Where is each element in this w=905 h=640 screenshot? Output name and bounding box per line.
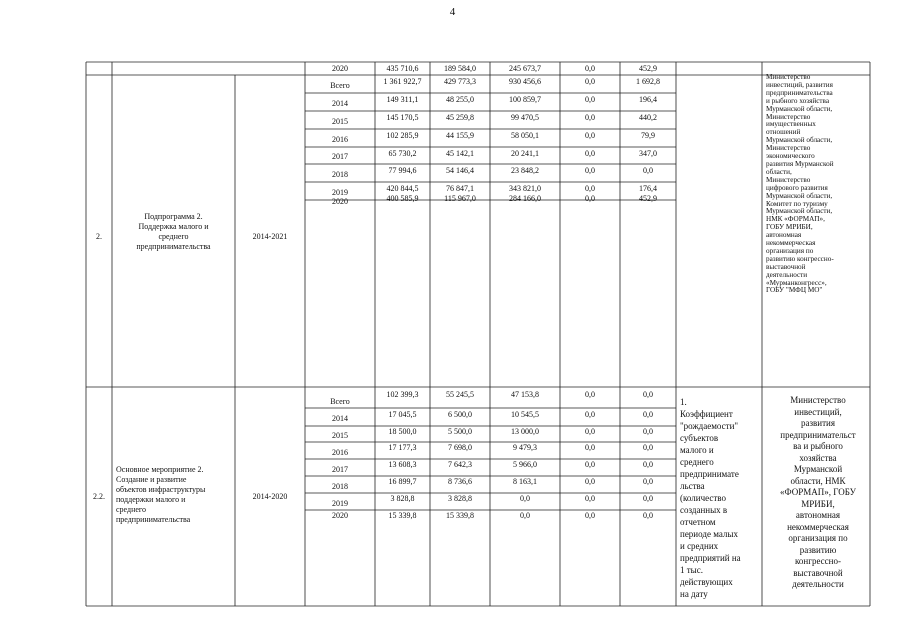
section1-other: 440,2 bbox=[639, 113, 657, 122]
top-row-other: 452,9 bbox=[639, 64, 657, 73]
section2-total: 17 177,3 bbox=[388, 443, 417, 452]
section2-local: 0,0 bbox=[585, 427, 595, 436]
top-row-total: 435 710,6 bbox=[386, 64, 419, 73]
section2-year: 2014 bbox=[332, 414, 348, 423]
section2-federal: 13 000,0 bbox=[511, 427, 539, 436]
section1-regional: 76 847,1 bbox=[446, 184, 474, 193]
section2-federal: 0,0 bbox=[520, 511, 530, 520]
section2-name: Основное мероприятие 2. Создание и развитие объектов инфраструктуры поддержки малого и среднего предпринимательства bbox=[116, 465, 206, 524]
section1-total: 400 585,9 bbox=[386, 194, 419, 203]
top-row-year: 2020 bbox=[332, 64, 348, 73]
section1-year: 2018 bbox=[332, 170, 348, 179]
section1-total: 1 361 922,7 bbox=[383, 77, 422, 86]
section2-regional: 5 500,0 bbox=[448, 427, 472, 436]
section1-federal: 23 848,2 bbox=[511, 166, 539, 175]
section2-responsible: Министерство инвестиций, развития предпринимательст ва и рыбного хозяйства Мурманской области, НМК «ФОРМАП», ГОБУ МРИБИ, автономная некоммерческая организация по развитию конгрессно- выставочной деятельности bbox=[780, 395, 856, 589]
section2-total: 15 339,8 bbox=[388, 511, 417, 520]
section2-period: 2014-2020 bbox=[252, 492, 288, 501]
section2-other: 0,0 bbox=[643, 443, 653, 452]
section1-local: 0,0 bbox=[585, 131, 595, 140]
section2-total: 17 045,5 bbox=[388, 410, 417, 419]
section1-other: 79,9 bbox=[641, 131, 655, 140]
section1-federal: 930 456,6 bbox=[509, 77, 541, 86]
section1-year: 2015 bbox=[332, 117, 348, 126]
section1-year: 2019 bbox=[332, 188, 348, 197]
section1-name: Подпрограмма 2. Поддержка малого и среднего предпринимательства bbox=[136, 212, 211, 251]
section1-total: 145 170,5 bbox=[386, 113, 419, 122]
section1-federal: 99 470,5 bbox=[511, 113, 539, 122]
section1-regional: 429 773,3 bbox=[444, 77, 476, 86]
section1-other: 1 692,8 bbox=[636, 77, 660, 86]
section1-regional: 44 155,9 bbox=[446, 131, 474, 140]
section1-local: 0,0 bbox=[585, 166, 595, 175]
section1-regional: 48 255,0 bbox=[446, 95, 474, 104]
section2-other: 0,0 bbox=[643, 494, 653, 503]
section2-year: 2020 bbox=[332, 511, 348, 520]
section1-period: 2014-2021 bbox=[252, 232, 288, 241]
top-row-federal: 245 673,7 bbox=[509, 64, 541, 73]
section2-federal: 0,0 bbox=[520, 494, 530, 503]
page-number: 4 bbox=[449, 6, 456, 18]
section2-year: 2015 bbox=[332, 431, 348, 440]
section1-local: 0,0 bbox=[585, 77, 595, 86]
section2-local: 0,0 bbox=[585, 511, 595, 520]
section2-federal: 8 163,1 bbox=[513, 477, 537, 486]
section1-regional: 45 142,1 bbox=[446, 149, 474, 158]
section1-other: 176,4 bbox=[639, 184, 657, 193]
section1-regional: 115 967,0 bbox=[444, 194, 476, 203]
section2-year: 2019 bbox=[332, 499, 348, 508]
section1-total: 65 730,2 bbox=[388, 149, 417, 158]
section2-year: 2016 bbox=[332, 448, 348, 457]
section2-total: 18 500,0 bbox=[388, 427, 417, 436]
section2-other: 0,0 bbox=[643, 390, 653, 399]
section1-regional: 54 146,4 bbox=[446, 166, 474, 175]
top-row-regional: 189 584,0 bbox=[444, 64, 476, 73]
section2-year: 2018 bbox=[332, 482, 348, 491]
section1-year: 2016 bbox=[332, 135, 348, 144]
section2-regional: 15 339,8 bbox=[446, 511, 474, 520]
top-row-local: 0,0 bbox=[585, 64, 595, 73]
section1-year: 2017 bbox=[332, 152, 348, 161]
section2-indicator: 1. Коэффициент "рождаемости" субъектов малого и среднего предпринимате льства (количество созданных в отчетном периоде малых и средних предприятий на 1 тыс. действующих на дату bbox=[680, 397, 741, 599]
section1-other: 0,0 bbox=[643, 166, 653, 175]
section1-year: 2020 bbox=[332, 197, 348, 206]
section1-total: 102 285,9 bbox=[386, 131, 419, 140]
section2-regional: 7 642,3 bbox=[448, 460, 472, 469]
section2-year: 2017 bbox=[332, 465, 348, 474]
section1-local: 0,0 bbox=[585, 184, 595, 193]
section2-local: 0,0 bbox=[585, 460, 595, 469]
section2-local: 0,0 bbox=[585, 494, 595, 503]
section2-total: 3 828,8 bbox=[390, 494, 415, 503]
section1-federal: 343 821,0 bbox=[509, 184, 541, 193]
section2-other: 0,0 bbox=[643, 410, 653, 419]
section1-federal: 284 166,0 bbox=[509, 194, 541, 203]
section2-regional: 7 698,0 bbox=[448, 443, 472, 452]
section2-total: 13 608,3 bbox=[388, 460, 417, 469]
section2-other: 0,0 bbox=[643, 477, 653, 486]
section1-local: 0,0 bbox=[585, 113, 595, 122]
section1-local: 0,0 bbox=[585, 149, 595, 158]
section2-regional: 6 500,0 bbox=[448, 410, 472, 419]
section1-year: Всего bbox=[330, 81, 350, 90]
section2-total: 102 399,3 bbox=[386, 390, 419, 399]
section2-total: 16 899,7 bbox=[388, 477, 417, 486]
section2-regional: 55 245,5 bbox=[446, 390, 474, 399]
section1-regional: 45 259,8 bbox=[446, 113, 474, 122]
section2-federal: 10 545,5 bbox=[511, 410, 539, 419]
section1-total: 149 311,1 bbox=[386, 95, 419, 104]
section1-other: 196,4 bbox=[639, 95, 657, 104]
section2-other: 0,0 bbox=[643, 460, 653, 469]
section2-federal: 5 966,0 bbox=[513, 460, 537, 469]
section2-year: Всего bbox=[330, 397, 350, 406]
section1-local: 0,0 bbox=[585, 194, 595, 203]
section2-federal: 47 153,8 bbox=[511, 390, 539, 399]
section2-local: 0,0 bbox=[585, 443, 595, 452]
section1-responsible: Министерство инвестиций, развития предпринимательства и рыбного хозяйства Мурманской области, Министерство имущественных отношений Мурманской области, Министерство экономического развития Мурманской области, Министерство цифрового развития Мурманской области, Комитет по туризму Мурманской области, НМК «ФОРМАП», ГОБУ МРИБИ, автономная некоммерческая организация по развитию конгрессно- выставочной деятельности «Мурманконгресс», ГОБУ "МФЦ МО" bbox=[766, 73, 834, 295]
section2-federal: 9 479,3 bbox=[513, 443, 537, 452]
section2-local: 0,0 bbox=[585, 390, 595, 399]
section1-number: 2. bbox=[96, 232, 102, 241]
section2-local: 0,0 bbox=[585, 410, 595, 419]
section1-federal: 58 050,1 bbox=[511, 131, 539, 140]
section2-other: 0,0 bbox=[643, 427, 653, 436]
section1-local: 0,0 bbox=[585, 95, 595, 104]
section2-local: 0,0 bbox=[585, 477, 595, 486]
section1-year: 2014 bbox=[332, 99, 348, 108]
section2-other: 0,0 bbox=[643, 511, 653, 520]
section1-other: 452,9 bbox=[639, 194, 657, 203]
section1-federal: 20 241,1 bbox=[511, 149, 539, 158]
section2-regional: 3 828,8 bbox=[448, 494, 472, 503]
section1-total: 420 844,5 bbox=[386, 184, 419, 193]
section2-number: 2.2. bbox=[93, 492, 105, 501]
section1-total: 77 994,6 bbox=[388, 166, 417, 175]
section1-other: 347,0 bbox=[639, 149, 657, 158]
section1-federal: 100 859,7 bbox=[509, 95, 541, 104]
section2-regional: 8 736,6 bbox=[448, 477, 472, 486]
